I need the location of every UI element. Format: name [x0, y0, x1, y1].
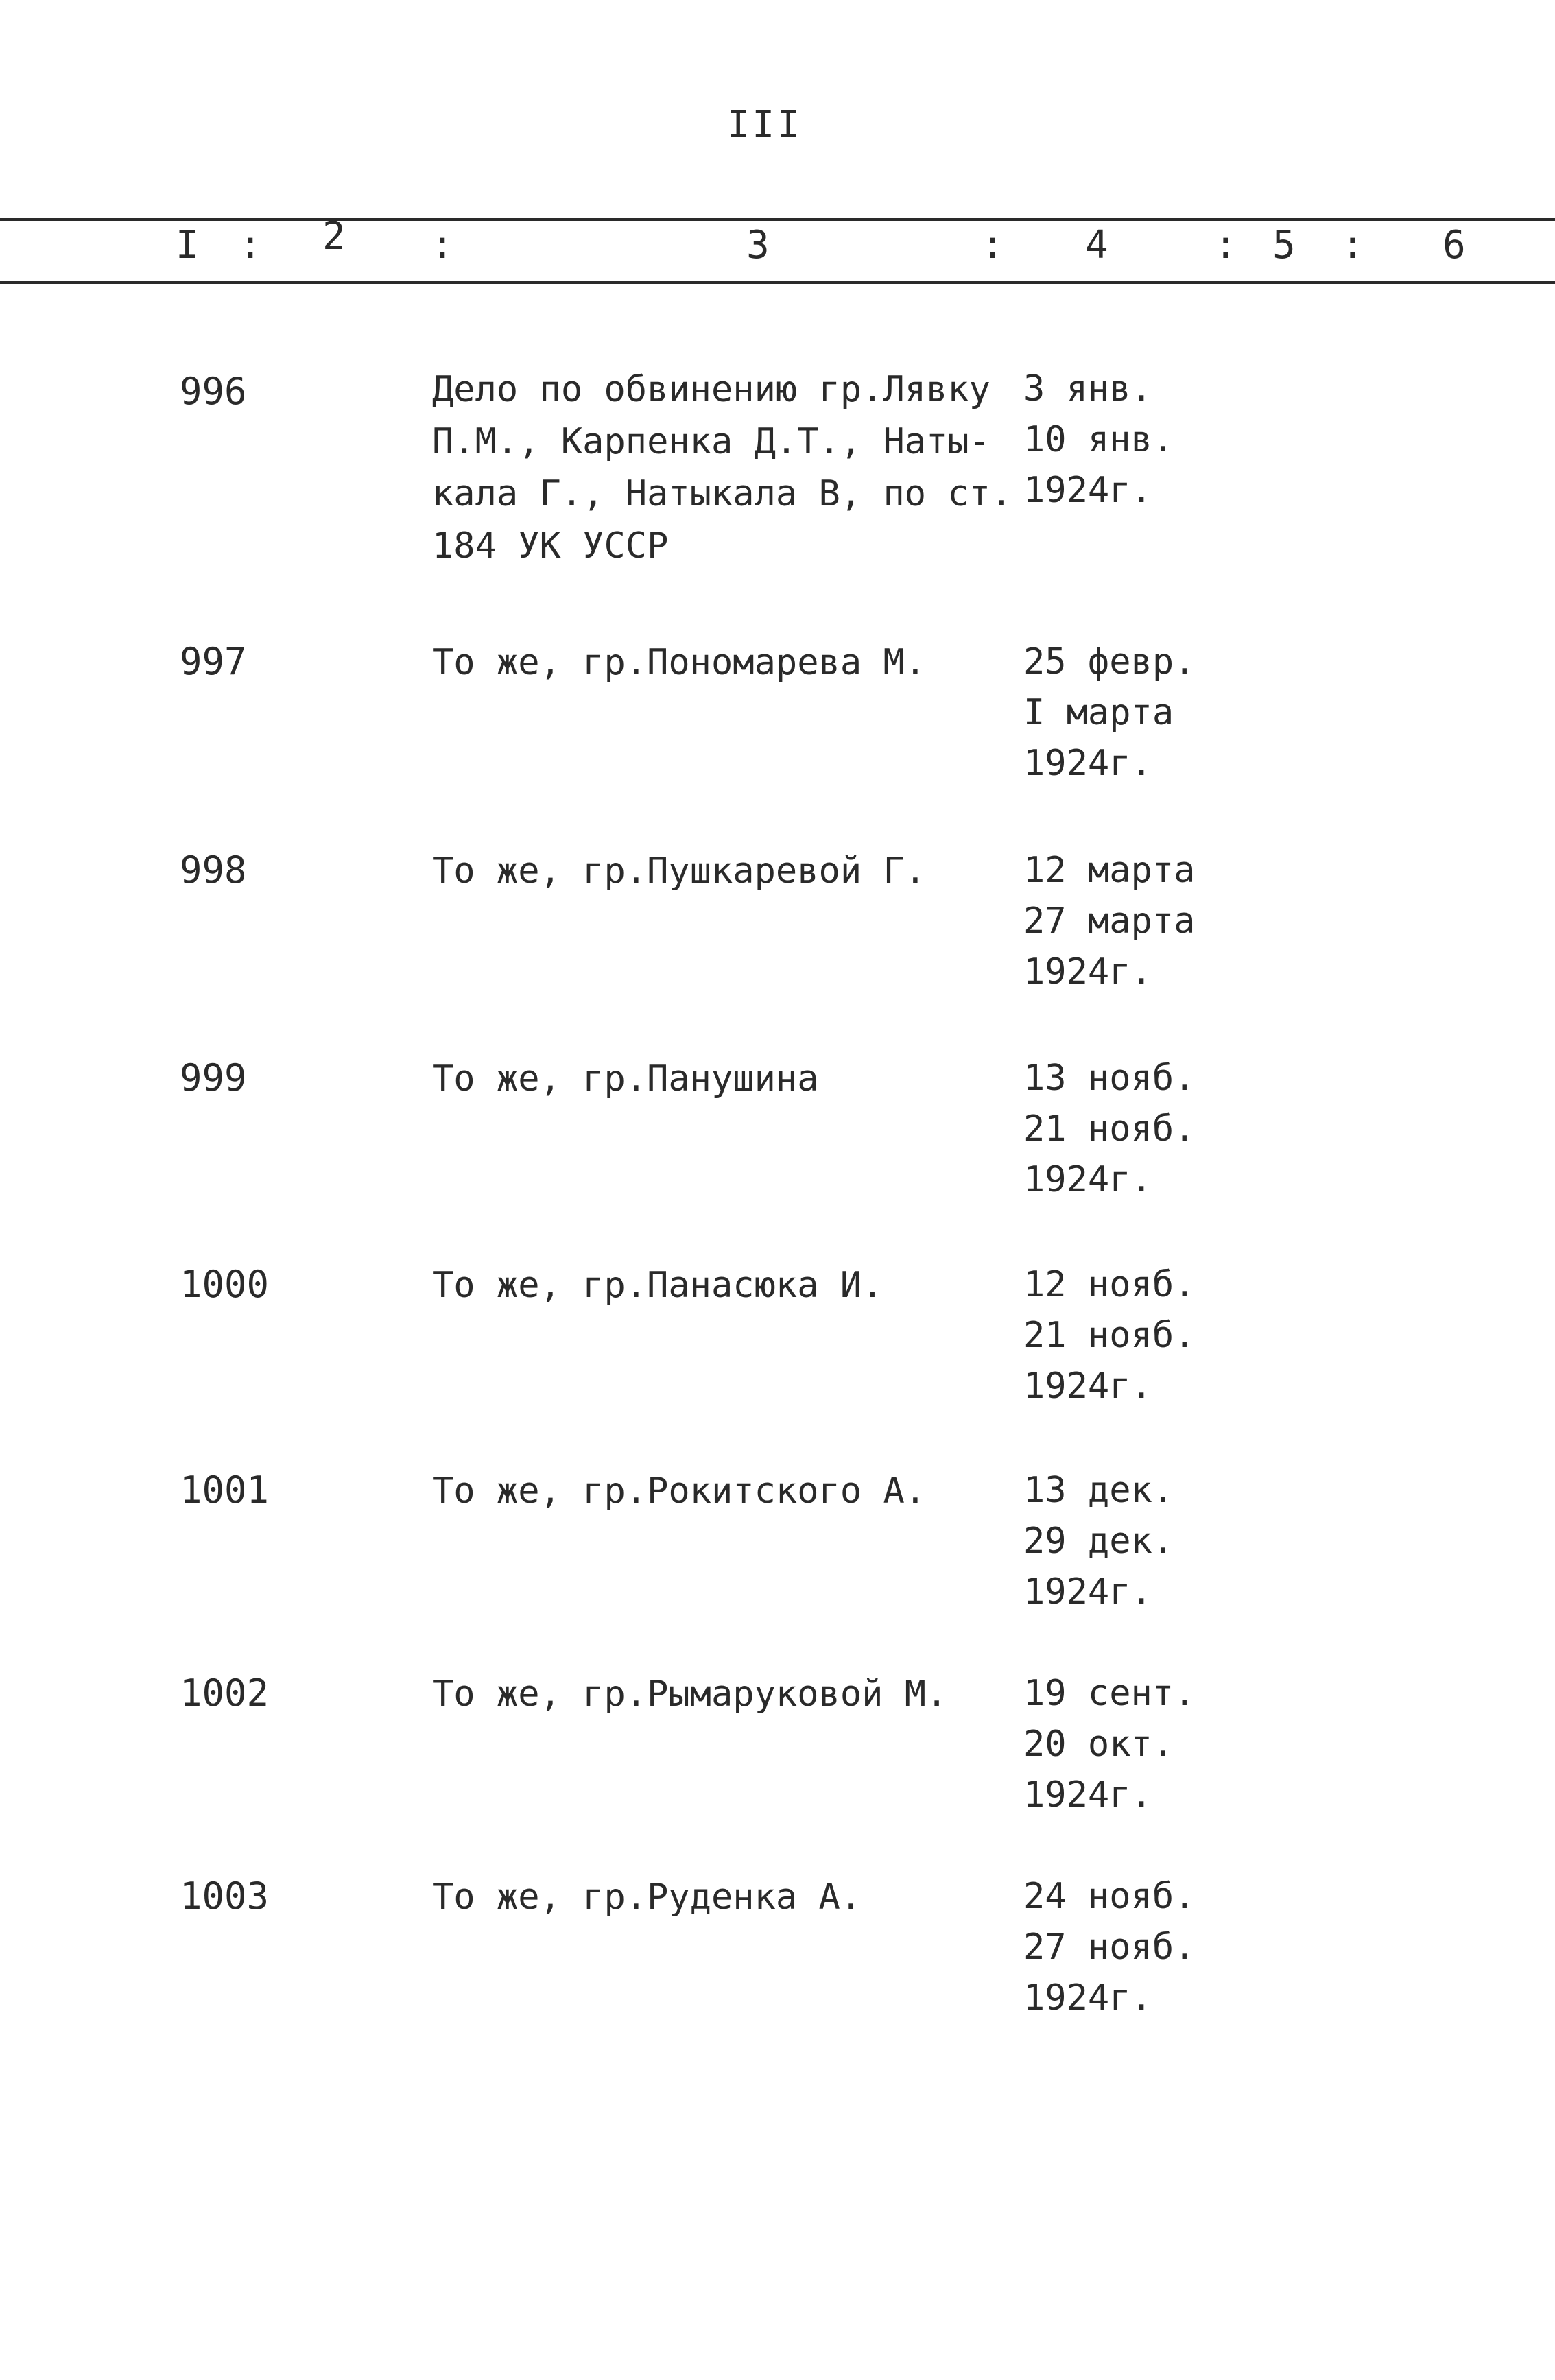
- case-dates: [1023, 1259, 1257, 1412]
- date-start: 3 янв.: [1023, 368, 1152, 409]
- date-start: 25 февр.: [1023, 641, 1196, 682]
- table-row: [0, 1053, 1555, 1259]
- column-header-3: 3: [746, 223, 770, 267]
- case-number: 1000: [180, 1263, 270, 1306]
- date-end: 20 окт.: [1023, 1724, 1174, 1765]
- case-description: [432, 1465, 1022, 1517]
- date-year: 1924г.: [1023, 470, 1152, 511]
- description-line: То же, гр.Панушина: [432, 1058, 819, 1099]
- description-line: То же, гр.Пушкаревой Г.: [432, 850, 927, 892]
- date-end: 21 нояб.: [1023, 1108, 1196, 1150]
- date-end: 27 нояб.: [1023, 1927, 1196, 1968]
- description-line: То же, гр.Рокитского А.: [432, 1471, 927, 1512]
- column-separator: :: [431, 223, 454, 267]
- page-number: III: [727, 103, 803, 146]
- case-description: [432, 636, 1022, 689]
- case-number: 999: [180, 1056, 247, 1099]
- date-start: 13 нояб.: [1023, 1058, 1196, 1099]
- date-start: 13 дек.: [1023, 1470, 1174, 1511]
- column-separator: :: [1341, 223, 1364, 267]
- date-year: 1924г.: [1023, 1774, 1152, 1816]
- table-row: [0, 636, 1555, 842]
- column-separator: :: [981, 223, 1004, 267]
- date-end: 27 марта: [1023, 901, 1196, 942]
- header-bottom-rule: [0, 281, 1555, 284]
- case-description: [432, 1668, 1022, 1720]
- table-row: [0, 1871, 1555, 2077]
- case-number: 1003: [180, 1875, 270, 1918]
- case-description: [432, 1053, 1022, 1105]
- case-description: [432, 1259, 1022, 1311]
- date-start: 12 нояб.: [1023, 1264, 1196, 1305]
- case-dates: [1023, 1465, 1257, 1617]
- table-row: [0, 1259, 1555, 1465]
- description-line: То же, гр.Пономарева М.: [432, 642, 927, 683]
- case-dates: [1023, 636, 1257, 789]
- date-start: 19 сент.: [1023, 1673, 1196, 1714]
- date-year: 1924г.: [1023, 743, 1152, 784]
- date-start: 24 нояб.: [1023, 1876, 1196, 1917]
- case-description: [432, 364, 1022, 572]
- description-line: П.М., Карпенка Д.Т., Наты-: [432, 421, 990, 462]
- table-row: [0, 845, 1555, 1051]
- date-end: 10 янв.: [1023, 419, 1174, 460]
- date-start: 12 марта: [1023, 850, 1196, 891]
- column-separator: :: [1214, 223, 1237, 267]
- table-row: [0, 364, 1555, 569]
- date-end: 29 дек.: [1023, 1521, 1174, 1562]
- case-description: [432, 1871, 1022, 1923]
- date-year: 1924г.: [1023, 1571, 1152, 1613]
- case-number: 996: [180, 370, 247, 413]
- case-dates: [1023, 845, 1257, 997]
- case-number: 998: [180, 848, 247, 892]
- case-dates: [1023, 364, 1257, 516]
- description-line: То же, гр.Панасюка И.: [432, 1265, 883, 1306]
- table-row: [0, 1668, 1555, 1874]
- column-header-6: 6: [1443, 223, 1466, 267]
- case-description: [432, 845, 1022, 897]
- case-dates: [1023, 1668, 1257, 1820]
- column-header-1: I: [176, 223, 199, 267]
- date-year: 1924г.: [1023, 1159, 1152, 1200]
- description-line: То же, гр.Рымаруковой М.: [432, 1674, 948, 1715]
- date-end: I марта: [1023, 692, 1174, 733]
- case-number: 1002: [180, 1671, 270, 1715]
- case-dates: [1023, 1871, 1257, 2023]
- case-number: 1001: [180, 1468, 270, 1512]
- column-header-5: 5: [1272, 223, 1296, 267]
- date-year: 1924г.: [1023, 1977, 1152, 2019]
- description-line: кала Г., Натыкала В, по ст.: [432, 473, 1012, 514]
- column-separator: :: [239, 223, 262, 267]
- description-line: Дело по обвинению гр.Лявку: [432, 369, 990, 410]
- column-header-2: 2: [322, 214, 346, 259]
- header-top-rule: [0, 218, 1555, 221]
- description-line: То же, гр.Руденка А.: [432, 1877, 862, 1918]
- case-dates: [1023, 1053, 1257, 1205]
- date-year: 1924г.: [1023, 951, 1152, 992]
- date-end: 21 нояб.: [1023, 1315, 1196, 1356]
- description-line: 184 УК УССР: [432, 525, 669, 567]
- case-number: 997: [180, 640, 247, 683]
- column-header-4: 4: [1085, 223, 1108, 267]
- date-year: 1924г.: [1023, 1366, 1152, 1407]
- table-row: [0, 1465, 1555, 1671]
